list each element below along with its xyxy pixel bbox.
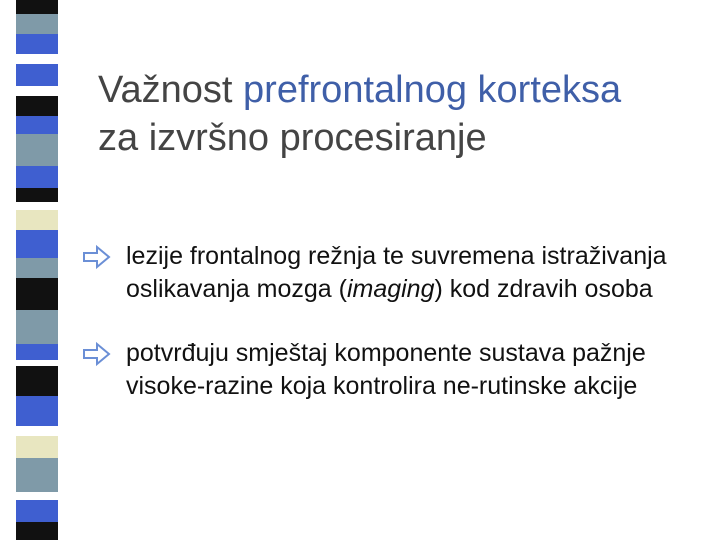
bullet-2-text: potvrđuju smještaj komponente sustava pažnje visoke-razine koja kontrolira ne-rutinske akcije (126, 339, 646, 400)
title-part-3: za izvršno procesiranje (98, 117, 487, 159)
slide-title (98, 66, 720, 162)
bullet-item-2 (82, 337, 702, 403)
title-part-1: Važnost (98, 69, 244, 111)
bullet-item-1 (82, 240, 702, 306)
bullet-1-text-pre: lezije frontalnog režnja te suvremena istraživanja oslikavanja mozga ( (126, 242, 667, 303)
bullet-1-text-post: ) kod zdravih osoba (434, 275, 653, 303)
title-part-2: prefrontalnog korteksa (243, 69, 622, 111)
bullet-1-text-italic: imaging (346, 275, 435, 303)
decorative-stripe (16, 0, 58, 540)
arrow-right-outline-icon (82, 341, 112, 367)
bullet-list (82, 240, 702, 403)
arrow-right-outline-icon (82, 244, 112, 270)
